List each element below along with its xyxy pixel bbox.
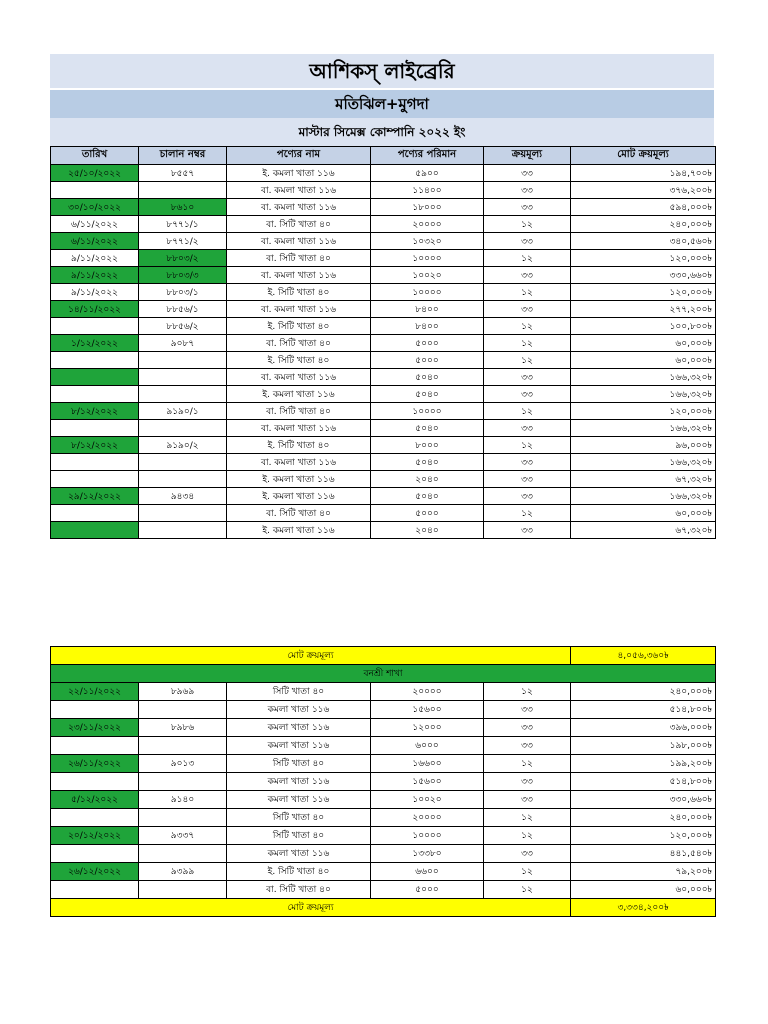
table-row (51, 701, 716, 719)
qty-cell: ৫০০০ (371, 881, 484, 899)
item-cell: বা. কমলা খাতা ১১৬ (227, 301, 371, 318)
table-row (51, 335, 716, 352)
qty-cell: ৫০০০ (371, 505, 484, 522)
price-cell: ৩৩ (484, 773, 571, 791)
table-header-row (51, 147, 716, 165)
challan-cell: ৮৯৬৯ (139, 683, 227, 701)
table-row (51, 471, 716, 488)
qty-cell: ১০০০০ (371, 284, 484, 301)
total-cell: ১২০,০০০৳ (571, 827, 716, 845)
table-row (51, 352, 716, 369)
challan-cell (139, 522, 227, 539)
col-item: পণ্যের নাম (227, 147, 371, 165)
total-cell: ৩৩০,৬৬০৳ (571, 791, 716, 809)
library-title: আশিকস্ লাইব্রেরি (50, 54, 714, 88)
price-cell: ৩৩ (484, 737, 571, 755)
date-cell: ২৩/১১/২০২২ (51, 719, 139, 737)
table-row (51, 437, 716, 454)
total-cell: ৫৯৪,০০০৳ (571, 199, 716, 216)
table-row (51, 216, 716, 233)
table-row (51, 737, 716, 755)
total-cell: ২৪০,০০০৳ (571, 683, 716, 701)
price-cell: ৩৩ (484, 165, 571, 182)
total-cell: ৩৪০,৫৬০৳ (571, 233, 716, 250)
qty-cell: ৫০৪০ (371, 454, 484, 471)
branch-name: মতিঝিল+মুগদা (50, 90, 714, 118)
qty-cell: ৮০০০ (371, 437, 484, 454)
total-cell: ৬৭,৩২০৳ (571, 471, 716, 488)
challan-cell (139, 773, 227, 791)
date-cell (51, 845, 139, 863)
table-row (51, 755, 716, 773)
date-cell (51, 352, 139, 369)
challan-cell: ৯০১৩ (139, 755, 227, 773)
challan-cell: ৯১৪০ (139, 791, 227, 809)
challan-cell (139, 386, 227, 403)
item-cell: সিটি খাতা ৪০ (227, 755, 371, 773)
total-cell: ৩৭৬,২০০৳ (571, 182, 716, 199)
qty-cell: ১০৩২০ (371, 233, 484, 250)
table-row (51, 683, 716, 701)
challan-cell (139, 454, 227, 471)
challan-cell: ৮৮৫৬/১ (139, 301, 227, 318)
total-cell: ১০০,৮০০৳ (571, 318, 716, 335)
item-cell: কমলা খাতা ১১৬ (227, 737, 371, 755)
item-cell: বা. কমলা খাতা ১১৬ (227, 182, 371, 199)
col-challan: চালান নম্বর (139, 147, 227, 165)
date-cell: ২৫/১০/২০২২ (51, 165, 139, 182)
challan-cell: ৯৩৯৯ (139, 863, 227, 881)
date-cell (51, 454, 139, 471)
date-cell (51, 386, 139, 403)
price-cell: ৩৩ (484, 791, 571, 809)
price-cell: ৩৩ (484, 719, 571, 737)
date-cell: ১৪/১১/২০২২ (51, 301, 139, 318)
item-cell: ই. সিটি খাতা ৪০ (227, 352, 371, 369)
total-cell: ২৭৭,২০০৳ (571, 301, 716, 318)
date-cell (51, 505, 139, 522)
qty-cell: ১২০০০ (371, 719, 484, 737)
challan-cell: ৮৮০৩/৩ (139, 267, 227, 284)
table-row (51, 267, 716, 284)
price-cell: ৩৩ (484, 845, 571, 863)
price-cell: ১২ (484, 284, 571, 301)
table-row (51, 301, 716, 318)
item-cell: ই. কমলা খাতা ১১৬ (227, 165, 371, 182)
price-cell: ১২ (484, 505, 571, 522)
col-qty: পণ্যের পরিমান (371, 147, 484, 165)
qty-cell: ২০০০০ (371, 216, 484, 233)
price-cell: ৩৩ (484, 488, 571, 505)
total-cell: ৩৯৬,০০০৳ (571, 719, 716, 737)
table-row (51, 845, 716, 863)
total-cell: ১৬৬,৩২০৳ (571, 420, 716, 437)
price-cell: ১২ (484, 250, 571, 267)
total-cell: ১৯৮,০০০৳ (571, 737, 716, 755)
price-cell: ১২ (484, 335, 571, 352)
total-cell: ১২০,০০০৳ (571, 250, 716, 267)
qty-cell: ৮৪০০ (371, 318, 484, 335)
qty-cell: ১০০২০ (371, 267, 484, 284)
challan-cell: ৮৮০৩/১ (139, 284, 227, 301)
challan-cell (139, 881, 227, 899)
date-cell: ২৬/১১/২০২২ (51, 755, 139, 773)
qty-cell: ১১৪০০ (371, 182, 484, 199)
table-row (51, 165, 716, 182)
item-cell: ই. কমলা খাতা ১১৬ (227, 522, 371, 539)
qty-cell: ৫৯০০ (371, 165, 484, 182)
qty-cell: ৬০০০ (371, 737, 484, 755)
item-cell: কমলা খাতা ১১৬ (227, 845, 371, 863)
item-cell: বা. কমলা খাতা ১১৬ (227, 267, 371, 284)
date-cell (51, 701, 139, 719)
date-cell (51, 773, 139, 791)
table-row (51, 250, 716, 267)
qty-cell: ৫০৪০ (371, 386, 484, 403)
item-cell: ই. কমলা খাতা ১১৬ (227, 488, 371, 505)
challan-cell (139, 352, 227, 369)
item-cell: বা. কমলা খাতা ১১৬ (227, 233, 371, 250)
challan-cell: ৮৫৫৭ (139, 165, 227, 182)
price-cell: ৩৩ (484, 386, 571, 403)
table-row (51, 420, 716, 437)
item-cell: কমলা খাতা ১১৬ (227, 773, 371, 791)
price-cell: ৩৩ (484, 420, 571, 437)
qty-cell: ১৮০০০ (371, 199, 484, 216)
table-row (51, 454, 716, 471)
date-cell (51, 369, 139, 386)
table-row (51, 719, 716, 737)
item-cell: ই. সিটি খাতা ৪০ (227, 437, 371, 454)
item-cell: বা. সিটি খাতা ৪০ (227, 250, 371, 267)
table-row (51, 199, 716, 216)
total-cell: ৬৭,৩২০৳ (571, 522, 716, 539)
item-cell: বা. সিটি খাতা ৪০ (227, 335, 371, 352)
date-cell (51, 471, 139, 488)
date-cell: ৬/১১/২০২২ (51, 233, 139, 250)
challan-cell: ৮৯৮৬ (139, 719, 227, 737)
date-cell (51, 318, 139, 335)
table-row (51, 827, 716, 845)
price-cell: ৩৩ (484, 301, 571, 318)
table-row (51, 403, 716, 420)
challan-cell: ৮৮০৩/২ (139, 250, 227, 267)
item-cell: ই. সিটি খাতা ৪০ (227, 863, 371, 881)
date-cell: ২৯/১২/২০২২ (51, 488, 139, 505)
total-cell: ৩৩০,৬৬০৳ (571, 267, 716, 284)
item-cell: সিটি খাতা ৪০ (227, 809, 371, 827)
item-cell: কমলা খাতা ১১৬ (227, 791, 371, 809)
price-cell: ১২ (484, 318, 571, 335)
date-cell: ৩০/১০/২০২২ (51, 199, 139, 216)
item-cell: ই. সিটি খাতা ৪০ (227, 284, 371, 301)
branch-title: বনশ্রী শাখা (51, 665, 716, 683)
date-cell (51, 737, 139, 755)
col-date: তারিখ (51, 147, 139, 165)
item-cell: বা. সিটি খাতা ৪০ (227, 881, 371, 899)
table-row (51, 369, 716, 386)
price-cell: ৩৩ (484, 182, 571, 199)
item-cell: ই. কমলা খাতা ১১৬ (227, 471, 371, 488)
total-cell: ৪৪১,৫৪০৳ (571, 845, 716, 863)
price-cell: ৩৩ (484, 369, 571, 386)
table-row (51, 386, 716, 403)
item-cell: বা. কমলা খাতা ১১৬ (227, 199, 371, 216)
qty-cell: ৫০০০ (371, 335, 484, 352)
table-row (51, 182, 716, 199)
item-cell: বা. সিটি খাতা ৪০ (227, 403, 371, 420)
price-cell: ১২ (484, 683, 571, 701)
table-row (51, 318, 716, 335)
date-cell: ৬/১১/২০২২ (51, 216, 139, 233)
price-cell: ৩৩ (484, 522, 571, 539)
total-cell: ১২০,০০০৳ (571, 403, 716, 420)
summary-value: ৪,০৫৬,৩৬০৳ (571, 647, 716, 665)
qty-cell: ১০০০০ (371, 827, 484, 845)
qty-cell: ২০০০০ (371, 683, 484, 701)
item-cell: ই. কমলা খাতা ১১৬ (227, 386, 371, 403)
table-row (51, 505, 716, 522)
summary-row (51, 899, 716, 917)
challan-cell: ৮৬১০ (139, 199, 227, 216)
challan-cell: ৮৮৫৬/২ (139, 318, 227, 335)
date-cell: ১/১২/২০২২ (51, 335, 139, 352)
table-row (51, 863, 716, 881)
price-cell: ১২ (484, 809, 571, 827)
table-row (51, 773, 716, 791)
item-cell: ই. সিটি খাতা ৪০ (227, 318, 371, 335)
price-cell: ১২ (484, 863, 571, 881)
item-cell: সিটি খাতা ৪০ (227, 827, 371, 845)
item-cell: বা. কমলা খাতা ১১৬ (227, 420, 371, 437)
qty-cell: ২০০০০ (371, 809, 484, 827)
table-row (51, 791, 716, 809)
purchase-table (50, 146, 716, 539)
total-cell: ৫১৪,৮০০৳ (571, 773, 716, 791)
total-cell: ১৬৬,৩২০৳ (571, 454, 716, 471)
challan-cell: ৮৭৭১/১ (139, 216, 227, 233)
qty-cell: ১০০০০ (371, 250, 484, 267)
challan-cell: ৮৭৭১/২ (139, 233, 227, 250)
qty-cell: ৫০০০ (371, 352, 484, 369)
total-cell: ৯৬,০০০৳ (571, 437, 716, 454)
qty-cell: ২০৪০ (371, 471, 484, 488)
date-cell: ৮/১২/২০২২ (51, 403, 139, 420)
price-cell: ১২ (484, 437, 571, 454)
date-cell: ৯/১১/২০২২ (51, 284, 139, 301)
total-cell: ১৯৪,৭০০৳ (571, 165, 716, 182)
col-price: ক্রয়মূল্য (484, 147, 571, 165)
price-cell: ৩৩ (484, 471, 571, 488)
total-cell: ৬০,০০০৳ (571, 881, 716, 899)
price-cell: ৩৩ (484, 233, 571, 250)
price-cell: ১২ (484, 881, 571, 899)
price-cell: ১২ (484, 352, 571, 369)
price-cell: ১২ (484, 755, 571, 773)
price-cell: ৩৩ (484, 267, 571, 284)
challan-cell (139, 420, 227, 437)
summary-row (51, 647, 716, 665)
total-cell: ১৬৬,৩২০৳ (571, 488, 716, 505)
challan-cell (139, 471, 227, 488)
price-cell: ১২ (484, 827, 571, 845)
item-cell: বা. সিটি খাতা ৪০ (227, 505, 371, 522)
qty-cell: ৮৪০০ (371, 301, 484, 318)
col-total: মোট ক্রয়মূল্য (571, 147, 716, 165)
item-cell: কমলা খাতা ১১৬ (227, 719, 371, 737)
total-cell: ২৪০,০০০৳ (571, 809, 716, 827)
qty-cell: ১৩৩৮০ (371, 845, 484, 863)
table-row (51, 284, 716, 301)
qty-cell: ১০০২০ (371, 791, 484, 809)
qty-cell: ২০৪০ (371, 522, 484, 539)
price-cell: ১২ (484, 403, 571, 420)
item-cell: সিটি খাতা ৪০ (227, 683, 371, 701)
challan-cell: ৯৩৩৭ (139, 827, 227, 845)
total-cell: ৭৯,২০০৳ (571, 863, 716, 881)
qty-cell: ৫০৪০ (371, 420, 484, 437)
qty-cell: ৬৬০০ (371, 863, 484, 881)
total-cell: ১২০,০০০৳ (571, 284, 716, 301)
date-cell: ২০/১২/২০২২ (51, 827, 139, 845)
total-cell: ৬০,০০০৳ (571, 505, 716, 522)
total-cell: ১৬৬,৩২০৳ (571, 369, 716, 386)
supplier-title: মাস্টার সিমেক্স কোম্পানি ২০২২ ইং (50, 118, 714, 146)
date-cell (51, 809, 139, 827)
total-cell: ৬০,০০০৳ (571, 352, 716, 369)
table-row (51, 488, 716, 505)
item-cell: বা. কমলা খাতা ১১৬ (227, 454, 371, 471)
date-cell (51, 881, 139, 899)
price-cell: ৩৩ (484, 454, 571, 471)
total-cell: ৬০,০০০৳ (571, 335, 716, 352)
challan-cell: ৯৪৩৪ (139, 488, 227, 505)
challan-cell (139, 845, 227, 863)
date-cell (51, 420, 139, 437)
table-row (51, 809, 716, 827)
branch-table (50, 646, 716, 917)
date-cell (51, 182, 139, 199)
summary-value: ৩,৩৩৪,২০০৳ (571, 899, 716, 917)
summary-label: মোট ক্রয়মূল্য (51, 647, 571, 665)
date-cell: ৯/১১/২০২২ (51, 250, 139, 267)
table-row (51, 881, 716, 899)
branch-header-row (51, 665, 716, 683)
table-row (51, 522, 716, 539)
item-cell: কমলা খাতা ১১৬ (227, 701, 371, 719)
challan-cell (139, 369, 227, 386)
date-cell: ২২/১১/২০২২ (51, 683, 139, 701)
price-cell: ৩৩ (484, 199, 571, 216)
challan-cell (139, 182, 227, 199)
item-cell: বা. সিটি খাতা ৪০ (227, 216, 371, 233)
item-cell: বা. কমলা খাতা ১১৬ (227, 369, 371, 386)
qty-cell: ১০০০০ (371, 403, 484, 420)
qty-cell: ৫০৪০ (371, 488, 484, 505)
qty-cell: ৫০৪০ (371, 369, 484, 386)
price-cell: ৩৩ (484, 701, 571, 719)
total-cell: ১৯৯,২০০৳ (571, 755, 716, 773)
date-cell: ২৬/১২/২০২২ (51, 863, 139, 881)
date-cell: ৮/১২/২০২২ (51, 437, 139, 454)
table-row (51, 233, 716, 250)
date-cell: ৯/১১/২০২২ (51, 267, 139, 284)
challan-cell (139, 809, 227, 827)
challan-cell: ৯১৯০/১ (139, 403, 227, 420)
challan-cell (139, 737, 227, 755)
challan-cell (139, 505, 227, 522)
total-cell: ৫১৪,৮০০৳ (571, 701, 716, 719)
qty-cell: ১৬৬০০ (371, 755, 484, 773)
challan-cell: ৯০৮৭ (139, 335, 227, 352)
challan-cell (139, 701, 227, 719)
date-cell (51, 522, 139, 539)
date-cell: ৫/১২/২০২২ (51, 791, 139, 809)
total-cell: ১৬৬,৩২০৳ (571, 386, 716, 403)
summary-label: মোট ক্রয়মূল্য (51, 899, 571, 917)
qty-cell: ১৫৬০০ (371, 701, 484, 719)
qty-cell: ১৫৬০০ (371, 773, 484, 791)
price-cell: ১২ (484, 216, 571, 233)
challan-cell: ৯১৯০/২ (139, 437, 227, 454)
total-cell: ২৪০,০০০৳ (571, 216, 716, 233)
